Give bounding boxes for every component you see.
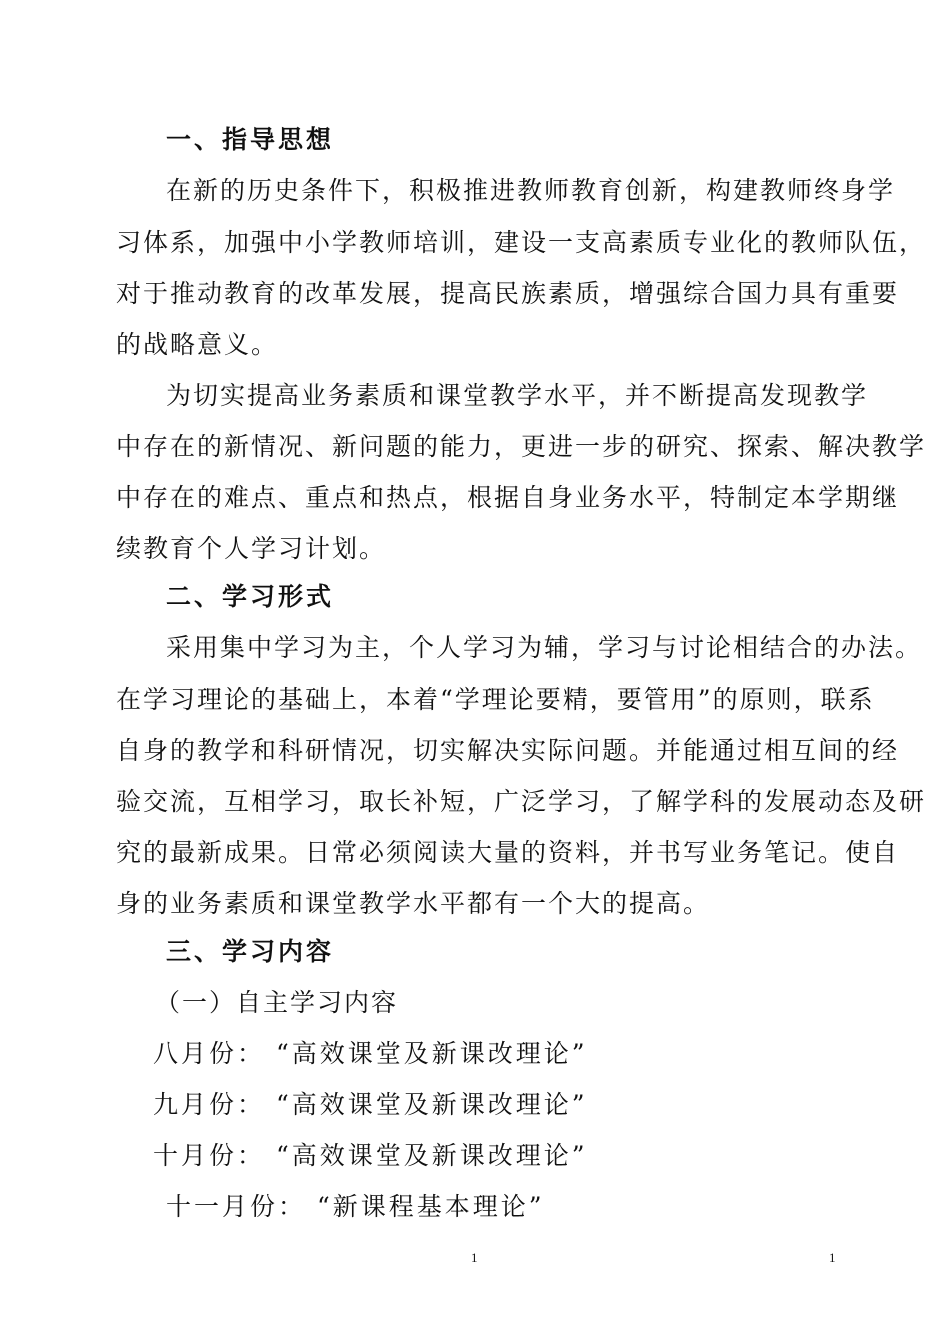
subheading-self-study: （一）自主学习内容 xyxy=(155,988,399,1017)
section-heading-guiding-thought: 一、指导思想 xyxy=(166,125,335,154)
paragraph-line: 续教育个人学习计划。 xyxy=(116,534,387,563)
paragraph-line: 为切实提高业务素质和课堂教学水平，并不断提高发现教学 xyxy=(166,381,869,410)
month-item: 十月份： “高效课堂及新课改理论” xyxy=(153,1141,588,1170)
page-number-center: 1 xyxy=(471,1250,478,1265)
section-heading-study-content: 三、学习内容 xyxy=(166,937,335,966)
month-item: 八月份： “高效课堂及新课改理论” xyxy=(153,1039,588,1068)
month-item: 十一月份： “新课程基本理论” xyxy=(166,1192,545,1221)
paragraph-line: 验交流，互相学习，取长补短，广泛学习，了解学科的发展动态及研 xyxy=(116,787,927,816)
month-item: 九月份： “高效课堂及新课改理论” xyxy=(153,1090,588,1119)
paragraph-line: 的战略意义。 xyxy=(116,330,279,359)
section-heading-study-form: 二、学习形式 xyxy=(166,582,335,611)
paragraph-line: 采用集中学习为主，个人学习为辅，学习与讨论相结合的办法。 xyxy=(166,633,923,662)
paragraph-line: 自身的教学和科研情况，切实解决实际问题。并能通过相互间的经 xyxy=(116,736,900,765)
paragraph-line: 中存在的新情况、新问题的能力，更进一步的研究、探索、解决教学 xyxy=(116,432,927,461)
page-number-right: 1 xyxy=(829,1250,836,1265)
paragraph-line: 对于推动教育的改革发展，提高民族素质，增强综合国力具有重要 xyxy=(116,279,900,308)
paragraph-line: 中存在的难点、重点和热点，根据自身业务水平，特制定本学期继 xyxy=(116,483,900,512)
paragraph-line: 在学习理论的基础上，本着“学理论要精，要管用”的原则，联系 xyxy=(116,685,875,714)
paragraph-line: 究的最新成果。日常必须阅读大量的资料，并书写业务笔记。使自 xyxy=(116,838,900,867)
paragraph-line: 习体系，加强中小学教师培训，建设一支高素质专业化的教师队伍， xyxy=(116,228,927,257)
paragraph-line: 在新的历史条件下，积极推进教师教育创新，构建教师终身学 xyxy=(166,176,896,205)
paragraph-line: 身的业务素质和课堂教学水平都有一个大的提高。 xyxy=(116,889,711,918)
